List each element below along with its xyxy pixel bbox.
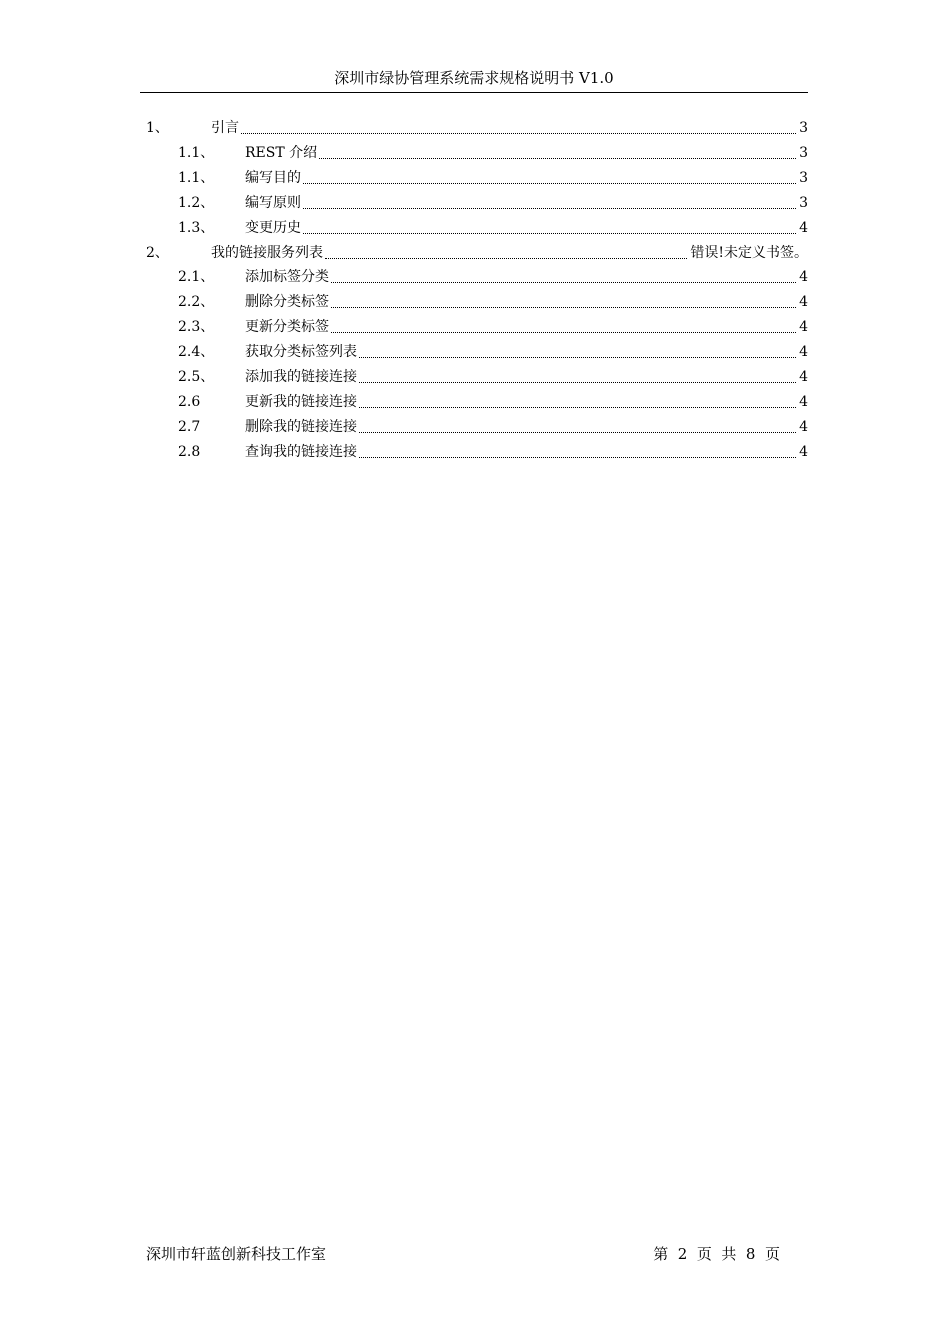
toc-entry-page: 4 (799, 294, 808, 311)
toc-leader-dots (331, 282, 796, 283)
toc-entry-page: 4 (799, 219, 808, 236)
toc-entry-page: 3 (799, 120, 808, 136)
toc-entry-page: 4 (799, 319, 808, 336)
toc-entry[interactable] (0, 193, 950, 215)
toc-entry-title: 添加标签分类 (245, 269, 329, 286)
toc-entry[interactable] (0, 417, 950, 439)
toc-entry-title: 查询我的链接连接 (245, 443, 357, 460)
toc-entry-number: 1.3、 (178, 219, 215, 236)
toc-leader-dots (359, 432, 796, 433)
toc-entry-title: 删除分类标签 (245, 294, 329, 311)
toc-entry[interactable] (0, 118, 950, 140)
footer-page-number: 第 2 页 共 8 页 (653, 1245, 780, 1263)
toc-entry-number: 1.1、 (178, 169, 215, 186)
footer-organization: 深圳市轩蓝创新科技工作室 (146, 1245, 327, 1263)
toc-entry-number: 2.2、 (178, 294, 215, 311)
toc-entry-number: 2.1、 (178, 269, 215, 286)
toc-entry-page: 4 (799, 269, 808, 286)
toc-entry-title: 编写原则 (245, 194, 301, 211)
toc-entry[interactable] (0, 243, 950, 265)
toc-entry[interactable] (0, 442, 950, 464)
toc-leader-dots (241, 133, 796, 134)
toc-entry[interactable] (0, 342, 950, 364)
toc-entry-title: 编写目的 (245, 169, 301, 186)
toc-entry-number: 2.5、 (178, 369, 215, 385)
toc-entry-number: 2、 (146, 244, 169, 261)
toc-entry-page-error: 错误!未定义书签。 (690, 244, 808, 261)
toc-leader-dots (325, 258, 687, 259)
toc-leader-dots (359, 407, 796, 408)
toc-leader-dots (331, 332, 796, 333)
toc-entry-title: 获取分类标签列表 (245, 344, 357, 361)
toc-entry-title: REST 介绍 (245, 144, 318, 161)
toc-entry-page: 4 (799, 369, 808, 385)
toc-entry-title: 变更历史 (245, 219, 301, 236)
toc-entry-number: 2.4、 (178, 344, 215, 361)
toc-leader-dots (359, 382, 796, 383)
toc-entry-number: 1.1、 (178, 144, 215, 161)
toc-entry-page: 4 (799, 443, 808, 460)
toc-entry[interactable] (0, 367, 950, 389)
toc-entry[interactable] (0, 392, 950, 414)
toc-entry[interactable] (0, 168, 950, 190)
toc-entry-title: 更新我的链接连接 (245, 393, 357, 410)
toc-entry-number: 1、 (146, 120, 169, 136)
toc-leader-dots (303, 208, 796, 209)
toc-entry-page: 3 (799, 144, 808, 161)
toc-entry-number: 2.3、 (178, 319, 215, 336)
toc-entry-number: 2.6 (178, 393, 201, 410)
toc-entry-title: 我的链接服务列表 (211, 244, 323, 261)
toc-entry-page: 4 (799, 393, 808, 410)
toc-leader-dots (359, 457, 796, 458)
toc-entry[interactable] (0, 143, 950, 165)
toc-entry-number: 2.8 (178, 443, 201, 460)
toc-leader-dots (331, 307, 796, 308)
toc-leader-dots (303, 183, 796, 184)
toc-entry-title: 添加我的链接连接 (245, 369, 357, 385)
toc-entry[interactable] (0, 317, 950, 339)
toc-entry-number: 1.2、 (178, 194, 215, 211)
toc-leader-dots (319, 158, 796, 159)
toc-entry-number: 2.7 (178, 418, 201, 435)
toc-entry-page: 4 (799, 344, 808, 361)
toc-entry[interactable] (0, 218, 950, 240)
toc-entry-page: 3 (799, 194, 808, 211)
toc-entry-title: 引言 (211, 120, 239, 136)
toc-entry-title: 更新分类标签 (245, 319, 329, 336)
toc-entry[interactable] (0, 267, 950, 289)
toc-entry-page: 3 (799, 169, 808, 186)
toc-leader-dots (359, 357, 796, 358)
toc-entry-title: 删除我的链接连接 (245, 418, 357, 435)
toc-entry-page: 4 (799, 418, 808, 435)
page-header-title: 深圳市绿协管理系统需求规格说明书 V1.0 (334, 69, 614, 87)
header-rule (140, 92, 808, 93)
toc-entry[interactable] (0, 292, 950, 314)
toc-leader-dots (303, 233, 796, 234)
